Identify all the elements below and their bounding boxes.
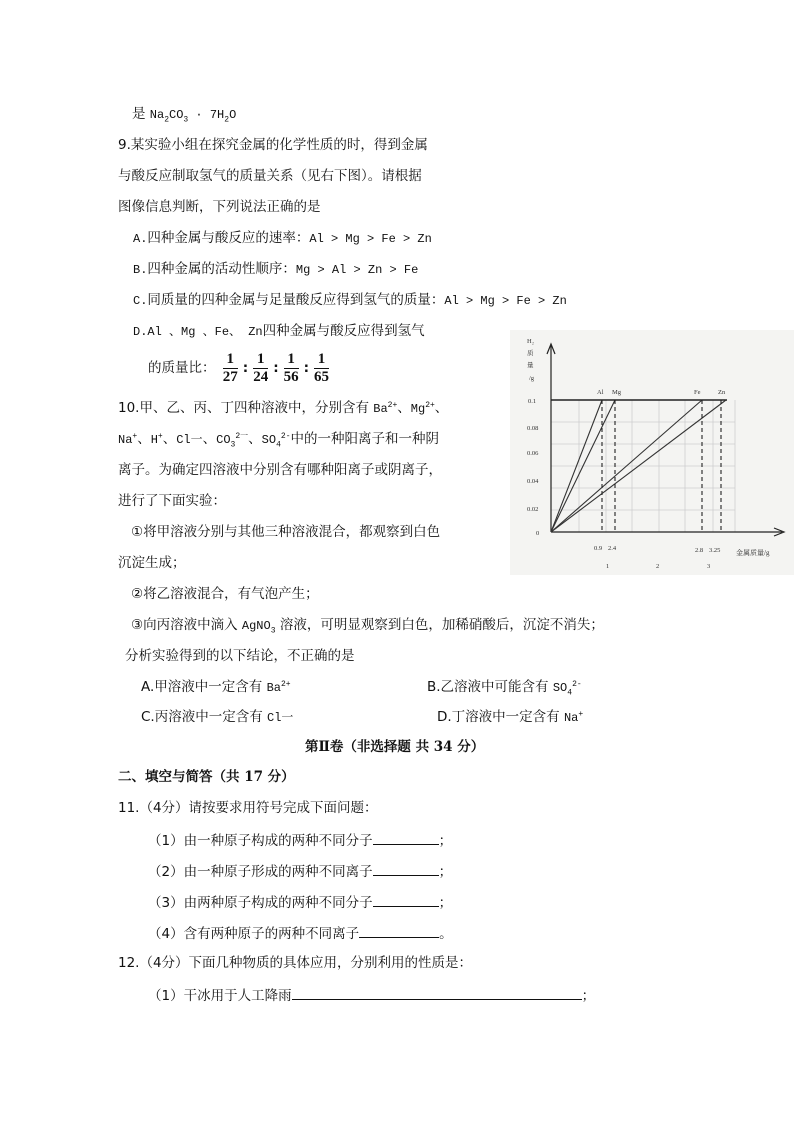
chart-labels xyxy=(527,338,770,570)
option-formula: Mg > Al > Zn > Fe xyxy=(295,263,419,277)
ratio-label: 的质量比： xyxy=(148,360,216,376)
q10-option-c[interactable]: C.丙溶液中一定含有 Cl一 xyxy=(141,709,294,725)
q11-stem: 11.（4分）请按要求用符号完成下面问题： xyxy=(118,800,378,816)
svg-text:0.9: 0.9 xyxy=(594,545,603,552)
answer-blank[interactable] xyxy=(373,860,439,876)
q10-stem-line3: 离子。为确定四溶液中分别含有哪种阳离子或阴离子， xyxy=(118,462,442,478)
svg-text:量: 量 xyxy=(527,362,534,369)
q10-experiment-1-cont: 沉淀生成； xyxy=(118,555,186,571)
svg-text:0.02: 0.02 xyxy=(527,506,539,513)
chart-svg xyxy=(510,330,794,575)
q9-stem-line2: 与酸反应制取氢气的质量关系（见右下图）。请根据 xyxy=(118,168,422,184)
svg-text:/g: /g xyxy=(529,375,535,382)
option-formula: Al 、Mg 、Fe、 Zn xyxy=(147,325,263,339)
svg-text:1: 1 xyxy=(606,563,610,570)
svg-text:Mg: Mg xyxy=(612,389,622,396)
fraction-al: $\frac{1}{27}$ xyxy=(222,350,238,385)
q10-stem-line2: Na+、H+、Cl一、$CO_3^{2一}$、$SO_4^{2-}$中的一种阳离子和一种阴 xyxy=(118,431,439,450)
q9-option-c[interactable] xyxy=(133,290,567,311)
q8-prefix: 是 xyxy=(132,106,150,122)
q10-experiment-1: ①将甲溶液分别与其他三种溶液混合，都观察到白色 xyxy=(131,524,441,540)
option-text: 四种金属与酸反应得到氢气 xyxy=(262,323,425,339)
answer-blank[interactable] xyxy=(373,891,439,907)
formula-na2co3-7h2o: $Na_2CO_3 \cdot 7H_2O$ xyxy=(149,108,237,125)
q9-stem-line3: 图像信息判断，下列说法正确的是 xyxy=(118,199,321,215)
q11-item-2: （2）由一种原子形成的两种不同离子 ； xyxy=(148,860,452,882)
svg-text:Zn: Zn xyxy=(718,389,726,396)
svg-text:0.08: 0.08 xyxy=(527,425,539,432)
option-label: D. xyxy=(133,325,148,339)
q10-option-d[interactable]: D.丁溶液中一定含有 Na+ xyxy=(437,709,584,725)
svg-text:0: 0 xyxy=(536,530,540,537)
svg-text:Al: Al xyxy=(597,389,604,396)
ratio-sep: : xyxy=(273,360,279,376)
answer-blank[interactable] xyxy=(359,922,439,938)
hydrogen-mass-chart xyxy=(510,330,794,575)
option-label: C. xyxy=(133,294,148,308)
svg-text:0.1: 0.1 xyxy=(528,398,537,405)
q9-option-a[interactable] xyxy=(133,228,432,249)
option-text: 同质量的四种金属与足量酸反应得到氢气的质量： xyxy=(147,292,445,308)
q9-stem-line1: 9.某实验小组在探究金属的化学性质的时，得到金属 xyxy=(118,137,428,153)
svg-text:3.25: 3.25 xyxy=(709,547,721,554)
svg-text:0.04: 0.04 xyxy=(527,478,539,485)
svg-text:Fe: Fe xyxy=(694,389,701,396)
ratio-sep: : xyxy=(242,360,249,376)
section2-title: 二、填空与简答（共 17 分） xyxy=(118,769,295,785)
option-formula: Al > Mg > Fe > Zn xyxy=(444,294,567,308)
q10-option-b[interactable]: B.乙溶液中可能含有 $SO_4^{2-}$ xyxy=(427,679,582,698)
svg-text:2.8: 2.8 xyxy=(695,547,704,554)
q10-stem-line1: 10.甲、乙、丙、丁四种溶液中，分别含有 $Ba^{2+}$、$Mg^{2+}$、 xyxy=(118,400,449,416)
chart-grid xyxy=(551,400,735,532)
q9-option-d[interactable] xyxy=(133,321,425,342)
q10-conclusion-prompt: 分析实验得到的以下结论，不正确的是 xyxy=(125,648,355,664)
answer-blank[interactable] xyxy=(373,829,439,845)
q8-answer-tail xyxy=(132,104,236,125)
fraction-fe: $\frac{1}{56}$ xyxy=(283,350,299,385)
ratio-sep: : xyxy=(303,360,310,376)
svg-text:2: 2 xyxy=(656,563,660,570)
svg-text:0.06: 0.06 xyxy=(527,450,539,457)
svg-text:金属质量/g: 金属质量/g xyxy=(736,549,770,557)
part2-title: 第Ⅱ卷（非选择题 共 34 分） xyxy=(305,739,485,755)
option-label: B. xyxy=(133,263,148,277)
svg-text:3: 3 xyxy=(707,563,711,570)
q11-item-1: （1）由一种原子构成的两种不同分子 ； xyxy=(148,829,452,851)
q10-experiment-3: ③向丙溶液中滴入 AgNO$_3$ 溶液，可明显观察到白色，加稀硝酸后，沉淀不消失； xyxy=(131,617,604,636)
option-text: 四种金属与酸反应的速率： xyxy=(147,230,310,246)
svg-text:2.4: 2.4 xyxy=(608,545,617,552)
option-label: A. xyxy=(133,232,148,246)
q12-item-1: （1）干冰用于人工降雨 ； xyxy=(148,984,595,1006)
chart-axes xyxy=(547,344,784,536)
q11-item-4: （4）含有两种原子的两种不同离子 。 xyxy=(148,922,453,944)
option-text: 四种金属的活动性顺序： xyxy=(147,261,296,277)
q9-option-d-ratio xyxy=(148,350,332,386)
q9-option-b[interactable] xyxy=(133,259,418,280)
q10-experiment-2: ②将乙溶液混合，有气泡产生； xyxy=(131,586,319,602)
q11-item-3: （3）由两种原子构成的两种不同分子 ； xyxy=(148,891,452,913)
q10-option-a[interactable]: A.甲溶液中一定含有 $Ba^{2+}$ xyxy=(141,679,291,695)
fraction-mg: $\frac{1}{24}$ xyxy=(253,350,269,385)
q10-stem-line4: 进行了下面实验： xyxy=(118,493,226,509)
answer-blank[interactable] xyxy=(292,984,582,1000)
svg-text:质: 质 xyxy=(527,350,534,357)
svg-text:H₂: H₂ xyxy=(527,338,534,345)
q12-stem: 12.（4分）下面几种物质的具体应用，分别利用的性质是： xyxy=(118,955,473,971)
option-formula: Al > Mg > Fe > Zn xyxy=(309,232,432,246)
fraction-zn: $\frac{1}{65}$ xyxy=(314,350,330,385)
